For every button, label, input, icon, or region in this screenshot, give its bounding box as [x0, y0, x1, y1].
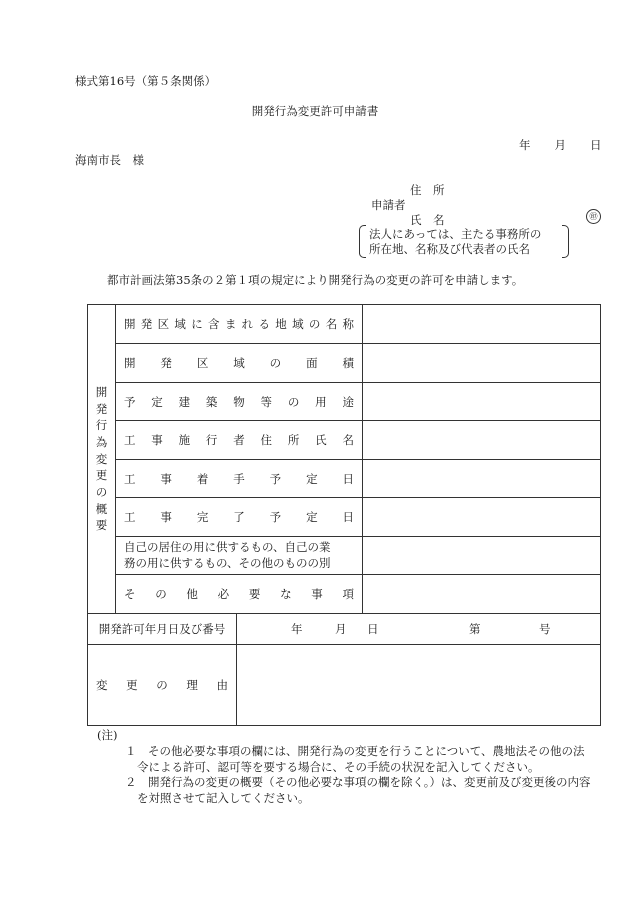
permit-number-suffix: 号: [539, 622, 551, 636]
seal-mark: ㊞: [586, 209, 601, 224]
permit-day: 日: [367, 622, 379, 636]
form-number: 様式第16号（第５条関係）: [75, 74, 217, 88]
row-label-area-name: 開発区域に含まれる地域の名称: [124, 317, 354, 331]
permit-year: 年: [291, 622, 303, 636]
note-1-line2: 令による許可、認可等を要する場合に、その手続の状況を記入してください。: [137, 760, 540, 774]
application-date: [519, 137, 602, 153]
row-label-other: その他必要な事項: [124, 587, 354, 601]
notes-heading: (注): [97, 728, 118, 742]
use-category-line2: 務の用に供するもの、その他のものの別: [124, 555, 331, 570]
corp-note-line2: 所在地、名称及び代表者の氏名: [369, 242, 530, 256]
document-title: 開発行為変更許可申請書: [251, 104, 379, 118]
application-statement: 都市計画法第35条の２第１項の規定により開発行為の変更の許可を申請します。: [107, 273, 524, 287]
date-year: 年: [519, 138, 531, 152]
row-label-area-size: 開発区域の面積: [124, 356, 354, 370]
section-char: 発: [95, 401, 108, 416]
section-char: 要: [95, 518, 108, 533]
permit-month: 月: [335, 622, 347, 636]
name-label: 氏 名: [410, 213, 445, 227]
corporation-note: [359, 225, 569, 258]
permit-date-number: [237, 614, 600, 644]
date-month: 月: [554, 138, 566, 152]
change-reason-label: [88, 645, 236, 725]
application-form-table: [87, 304, 601, 726]
section-char: 更: [95, 468, 108, 483]
reason-char: の: [156, 678, 168, 692]
addressee: 海南市長 様: [75, 153, 144, 167]
note-2-line1: ２ 開発行為の変更の概要（その他必要な事項の欄を除く。）は、変更前及び変更後の内容: [125, 775, 591, 789]
use-category-line1: 自己の居住の用に供するもの、自己の業: [124, 539, 331, 554]
left-bracket: [359, 225, 366, 258]
reason-char: 更: [126, 678, 138, 692]
section-char: 概: [95, 501, 108, 516]
permit-label: 開発許可年月日及び番号: [98, 622, 226, 636]
corp-note-line1: 法人にあっては、主たる事務所の: [369, 227, 542, 241]
row-label-start-date: 工事着手予定日: [124, 471, 354, 486]
section-char: 開: [95, 384, 108, 399]
row-label-building-use: 予定建築物等の用途: [124, 394, 354, 409]
section-char: の: [95, 485, 108, 499]
permit-number-prefix: 第: [469, 622, 481, 636]
change-summary-section-label: [88, 305, 115, 613]
note-1-line1: １ その他必要な事項の欄には、開発行為の変更を行うことについて、農地法その他の法: [125, 744, 585, 758]
date-day: 日: [590, 138, 602, 152]
reason-char: 変: [96, 678, 108, 692]
address-label: 住 所: [410, 183, 445, 197]
row-label-use-category: [116, 537, 362, 574]
section-char: 変: [95, 451, 108, 466]
section-char: 為: [95, 434, 108, 449]
row-label-completion-date: 工事完了予定日: [124, 510, 354, 524]
reason-char: 由: [216, 678, 228, 692]
section-char: 行: [95, 418, 108, 433]
applicant-label: 申請者: [371, 198, 406, 212]
note-2-line2: を対照させて記入してください。: [137, 791, 310, 805]
reason-char: 理: [186, 678, 198, 692]
row-label-contractor: 工事施行者住所氏名: [124, 433, 354, 447]
right-bracket: [562, 225, 569, 258]
